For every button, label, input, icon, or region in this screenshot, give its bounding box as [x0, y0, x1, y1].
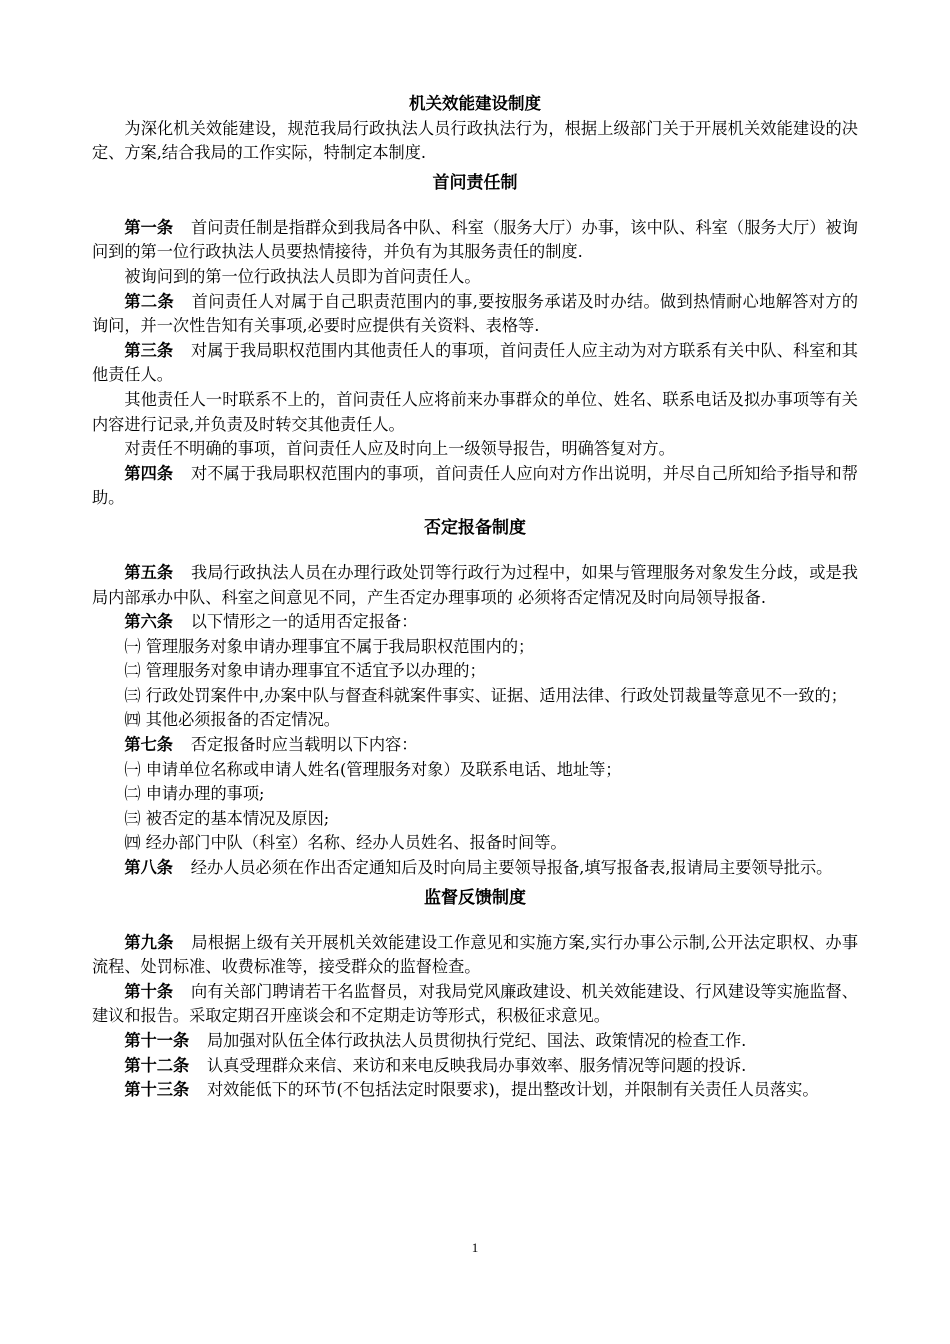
- article-paragraph: [92, 831, 858, 856]
- article-paragraph: [92, 856, 858, 881]
- article-label: 第十一条: [124, 1031, 190, 1050]
- article-text: ㈡ 申请办理的事项;: [124, 784, 265, 804]
- article-label: 第一条: [124, 217, 174, 237]
- article-paragraph: [92, 462, 858, 511]
- article-paragraph: [92, 708, 858, 733]
- article-paragraph: [92, 635, 858, 660]
- article-text: 否定报备时应当载明以下内容：: [190, 735, 418, 755]
- intro-paragraph: 为深化机关效能建设，规范我局行政执法人员行政执法行为，根据上级部门关于开展机关效能建设的决定、方案,结合我局的工作实际，特制定本制度.: [92, 118, 858, 163]
- article-label: 第三条: [124, 340, 174, 360]
- document-body: [92, 92, 858, 1103]
- article-text: 被询问到的第一位行政执法人员即为首问责任人。: [124, 266, 481, 286]
- article-text: 对属于我局职权范围内其他责任人的事项，首问责任人应主动为对方联系有关中队、科室和其他责任人。: [92, 340, 858, 385]
- article-text: ㈣ 其他必须报备的否定情况。: [124, 710, 340, 730]
- article-text: ㈠ 管理服务对象申请办理事宜不属于我局职权范围内的；: [124, 636, 535, 656]
- article-text: 以下情形之一的适用否定报备：: [190, 612, 418, 632]
- article-paragraph: [92, 684, 858, 709]
- article-label: 第四条: [124, 463, 174, 483]
- article-label: 第五条: [124, 562, 174, 582]
- article-text: 局加强对队伍全体行政执法人员贯彻执行党纪、国法、政策情况的检查工作.: [206, 1031, 747, 1050]
- article-label: 第八条: [124, 858, 173, 878]
- document-title: 机关效能建设制度: [409, 94, 541, 113]
- article-paragraph: [92, 733, 858, 758]
- article-text: ㈢ 被否定的基本情况及原因;: [124, 808, 330, 828]
- article-paragraph: [92, 610, 858, 635]
- section-heading: 否定报备制度: [424, 517, 526, 538]
- article-text: ㈡ 管理服务对象申请办理事宜不适宜予以办理的；: [124, 661, 486, 681]
- sections-container: [92, 170, 858, 1103]
- article-paragraph: [92, 807, 858, 832]
- article-paragraph: [92, 437, 858, 462]
- article-paragraph: [92, 758, 858, 783]
- article-paragraph: [92, 659, 858, 684]
- article-paragraph: [92, 1029, 858, 1054]
- article-text: 首问责任人对属于自己职责范围内的事,要按服务承诺及时办结。做到热情耐心地解答对方的询问，并一次性告知有关事项,必要时应提供有关资料、表格等.: [92, 291, 859, 336]
- article-paragraph: [92, 931, 858, 980]
- article-text: 对责任不明确的事项，首问责任人应及时向上一级领导报告，明确答复对方。: [124, 439, 675, 459]
- article-label: 第二条: [124, 291, 174, 311]
- article-paragraph: [92, 561, 858, 610]
- article-paragraph: [92, 265, 858, 290]
- article-paragraph: [92, 388, 858, 437]
- article-text: 认真受理群众来信、来访和来电反映我局办事效率、服务情况等问题的投诉.: [206, 1055, 747, 1075]
- article-paragraph: [92, 1054, 858, 1079]
- article-label: 第七条: [124, 735, 173, 755]
- article-paragraph: [92, 782, 858, 807]
- article-label: 第十条: [124, 981, 174, 1001]
- section-heading: 监督反馈制度: [424, 887, 526, 908]
- article-text: 局根据上级有关开展机关效能建设工作意见和实施方案,实行办事公示制,公开法定职权、办事流程、处罚标准、收费标准等，接受群众的监督检查。: [92, 932, 859, 977]
- article-paragraph: [92, 980, 858, 1029]
- article-paragraph: [92, 290, 858, 339]
- article-paragraph: [92, 1078, 858, 1103]
- article-text: 对效能低下的环节(不包括法定时限要求)，提出整改计划，并限制有关责任人员落实。: [206, 1080, 819, 1100]
- article-text: 对不属于我局职权范围内的事项，首问责任人应向对方作出说明，并尽自己所知给予指导和帮助。: [92, 463, 858, 508]
- article-text: 首问责任制是指群众到我局各中队、科室（服务大厅）办事，该中队、科室（服务大厅）被询问到的第一位行政执法人员要热情接待，并负有为其服务责任的制度.: [92, 217, 858, 262]
- article-text: ㈠ 申请单位名称或申请人姓名(管理服务对象）及联系电话、地址等；: [124, 759, 622, 779]
- article-paragraph: [92, 216, 858, 265]
- article-text: 向有关部门聘请若干名监督员，对我局党风廉政建设、机关效能建设、行风建设等实施监督、建议和报告。采取定期召开座谈会和不定期走访等形式，积极征求意见。: [92, 981, 858, 1026]
- article-label: 第九条: [124, 932, 174, 952]
- article-label: 第十三条: [124, 1080, 190, 1100]
- article-paragraph: [92, 339, 858, 388]
- article-text: ㈢ 行政处罚案件中,办案中队与督查科就案件事实、证据、适用法律、行政处罚裁量等意见不一致的；: [124, 685, 847, 705]
- article-label: 第十二条: [124, 1055, 190, 1075]
- article-text: 我局行政执法人员在办理行政处罚等行政行为过程中，如果与管理服务对象发生分歧，或是我局内部承办中队、科室之间意见不同，产生否定办理事项的 必须将否定情况及时向局领导报备.: [92, 562, 858, 607]
- page-number: 1: [471, 1240, 479, 1255]
- article-label: 第六条: [124, 612, 173, 632]
- article-text: 其他责任人一时联系不上的，首问责任人应将前来办事群众的单位、姓名、联系电话及拟办事项等有关内容进行记录,并负责及时转交其他责任人。: [92, 389, 858, 434]
- article-text: 经办人员必须在作出否定通知后及时向局主要领导报备,填写报备表,报请局主要领导批示。: [190, 858, 833, 878]
- section-heading: 首问责任制: [432, 172, 518, 193]
- article-text: ㈣ 经办部门中队（科室）名称、经办人员姓名、报备时间等。: [124, 833, 567, 853]
